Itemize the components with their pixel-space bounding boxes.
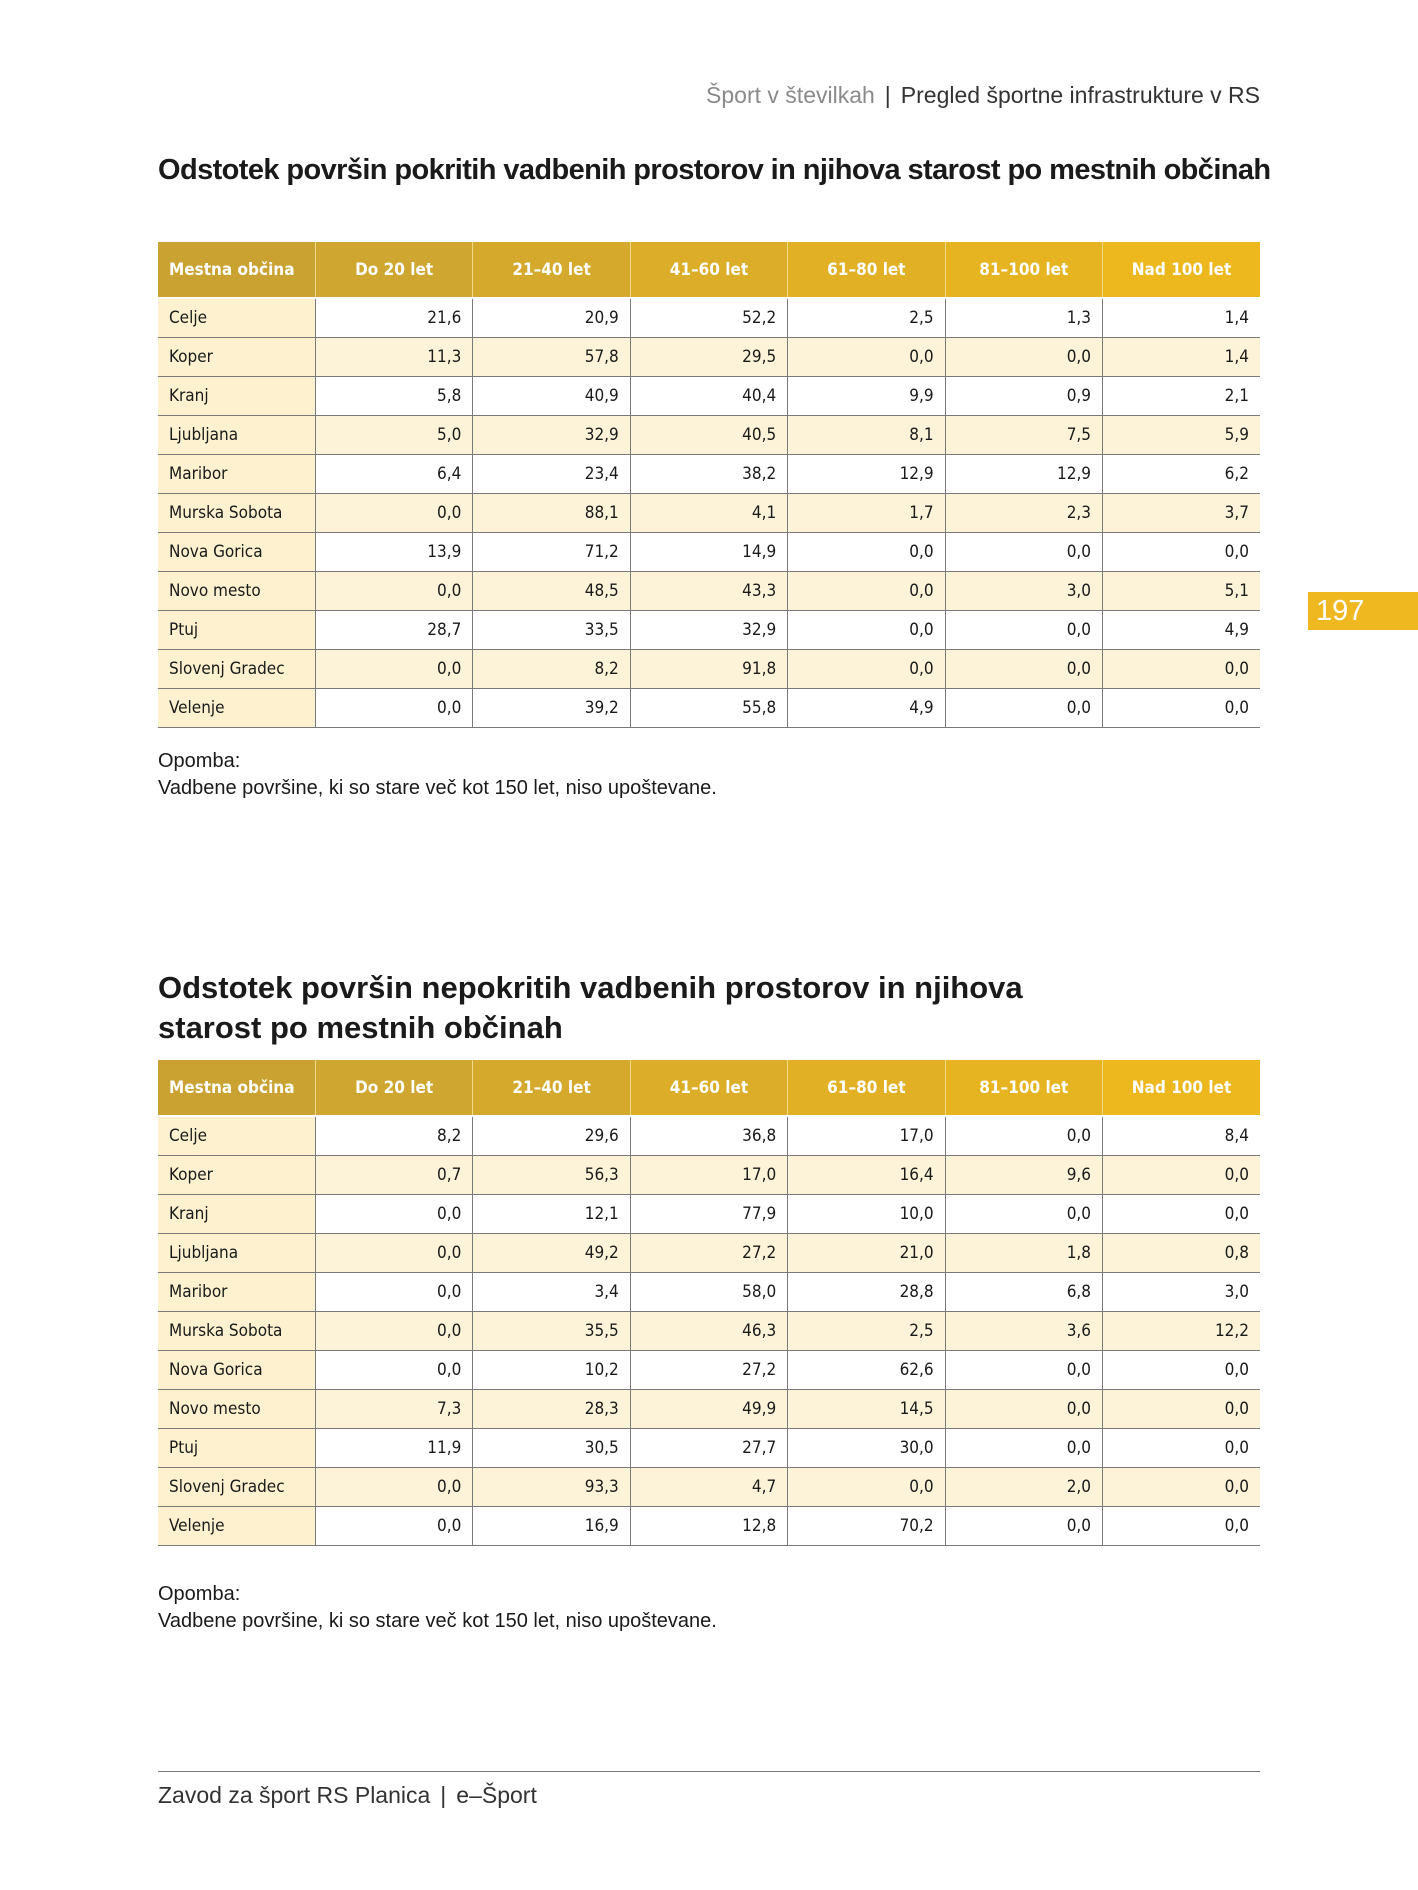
value-cell: 0,0 [945, 689, 1102, 728]
value-cell: 14,5 [788, 1390, 945, 1429]
value-cell: 71,2 [473, 533, 630, 572]
value-cell: 0,0 [945, 338, 1102, 377]
running-header-separator: | [884, 82, 891, 108]
footer [158, 1782, 537, 1809]
value-cell: 48,5 [473, 572, 630, 611]
value-cell: 93,3 [473, 1468, 630, 1507]
table2 [158, 1060, 1260, 1546]
page-number: 197 [1308, 592, 1418, 630]
value-cell: 0,0 [788, 338, 945, 377]
value-cell: 0,0 [945, 1351, 1102, 1390]
value-cell: 39,2 [473, 689, 630, 728]
municipality-cell: Slovenj Gradec [158, 650, 315, 689]
table1-note [158, 748, 717, 802]
municipality-cell: Murska Sobota [158, 1312, 315, 1351]
table-row [158, 611, 1260, 650]
value-cell: 58,0 [630, 1273, 787, 1312]
value-cell: 1,8 [945, 1234, 1102, 1273]
value-cell: 0,0 [1103, 1351, 1260, 1390]
value-cell: 28,8 [788, 1273, 945, 1312]
value-cell: 0,0 [315, 689, 472, 728]
table2-note [158, 1581, 717, 1635]
table-row [158, 533, 1260, 572]
value-cell: 0,0 [945, 533, 1102, 572]
table-row [158, 1116, 1260, 1156]
value-cell: 0,0 [315, 1351, 472, 1390]
value-cell: 11,3 [315, 338, 472, 377]
value-cell: 7,3 [315, 1390, 472, 1429]
column-header: 21–40 let [473, 242, 630, 298]
footer-separator: | [440, 1782, 447, 1808]
value-cell: 0,0 [945, 1429, 1102, 1468]
value-cell: 40,9 [473, 377, 630, 416]
value-cell: 55,8 [630, 689, 787, 728]
value-cell: 49,9 [630, 1390, 787, 1429]
value-cell: 10,0 [788, 1195, 945, 1234]
table-row [158, 1273, 1260, 1312]
value-cell: 12,8 [630, 1507, 787, 1546]
municipality-cell: Novo mesto [158, 572, 315, 611]
value-cell: 0,0 [788, 611, 945, 650]
value-cell: 0,0 [1103, 689, 1260, 728]
table-row [158, 1390, 1260, 1429]
value-cell: 3,0 [945, 572, 1102, 611]
value-cell: 29,6 [473, 1116, 630, 1156]
value-cell: 16,4 [788, 1156, 945, 1195]
value-cell: 20,9 [473, 298, 630, 338]
value-cell: 70,2 [788, 1507, 945, 1546]
value-cell: 2,5 [788, 1312, 945, 1351]
table2-title: Odstotek površin nepokritih vadbenih prostorov in njihova starost po mestnih občinah [158, 970, 1023, 1045]
value-cell: 9,9 [788, 377, 945, 416]
value-cell: 27,2 [630, 1351, 787, 1390]
value-cell: 62,6 [788, 1351, 945, 1390]
municipality-cell: Nova Gorica [158, 1351, 315, 1390]
value-cell: 2,1 [1103, 377, 1260, 416]
value-cell: 5,9 [1103, 416, 1260, 455]
value-cell: 6,2 [1103, 455, 1260, 494]
table1-body [158, 298, 1260, 728]
column-header: Nad 100 let [1103, 242, 1260, 298]
table1 [158, 242, 1260, 728]
table-row [158, 338, 1260, 377]
value-cell: 0,0 [1103, 1156, 1260, 1195]
municipality-cell: Celje [158, 298, 315, 338]
value-cell: 3,4 [473, 1273, 630, 1312]
column-header: Mestna občina [158, 242, 315, 298]
value-cell: 56,3 [473, 1156, 630, 1195]
value-cell: 0,0 [945, 611, 1102, 650]
municipality-cell: Velenje [158, 1507, 315, 1546]
municipality-cell: Ptuj [158, 611, 315, 650]
value-cell: 2,0 [945, 1468, 1102, 1507]
value-cell: 5,0 [315, 416, 472, 455]
value-cell: 6,4 [315, 455, 472, 494]
value-cell: 36,8 [630, 1116, 787, 1156]
value-cell: 0,0 [1103, 1468, 1260, 1507]
value-cell: 1,3 [945, 298, 1102, 338]
municipality-cell: Koper [158, 338, 315, 377]
table1-title: Odstotek površin pokritih vadbenih prostorov in njihova starost po mestnih občinah [158, 154, 1271, 186]
value-cell: 12,9 [945, 455, 1102, 494]
table-row [158, 298, 1260, 338]
column-header: Mestna občina [158, 1060, 315, 1116]
value-cell: 32,9 [630, 611, 787, 650]
value-cell: 46,3 [630, 1312, 787, 1351]
municipality-cell: Ljubljana [158, 1234, 315, 1273]
column-header: 81–100 let [945, 242, 1102, 298]
value-cell: 0,0 [315, 494, 472, 533]
municipality-cell: Novo mesto [158, 1390, 315, 1429]
table-row [158, 377, 1260, 416]
table-row [158, 416, 1260, 455]
value-cell: 3,7 [1103, 494, 1260, 533]
value-cell: 38,2 [630, 455, 787, 494]
value-cell: 0,8 [1103, 1234, 1260, 1273]
running-header-right: Pregled športne infrastrukture v RS [900, 82, 1260, 108]
municipality-cell: Maribor [158, 1273, 315, 1312]
municipality-cell: Velenje [158, 689, 315, 728]
column-header: 41–60 let [630, 1060, 787, 1116]
value-cell: 2,3 [945, 494, 1102, 533]
value-cell: 0,0 [788, 1468, 945, 1507]
value-cell: 27,7 [630, 1429, 787, 1468]
value-cell: 4,9 [788, 689, 945, 728]
column-header: Nad 100 let [1103, 1060, 1260, 1116]
footer-right: e–Šport [456, 1782, 537, 1808]
municipality-cell: Maribor [158, 455, 315, 494]
column-header: 81–100 let [945, 1060, 1102, 1116]
value-cell: 3,6 [945, 1312, 1102, 1351]
column-header: Do 20 let [315, 1060, 472, 1116]
value-cell: 4,1 [630, 494, 787, 533]
running-header-left: Šport v številkah [706, 82, 875, 108]
value-cell: 0,0 [315, 1468, 472, 1507]
value-cell: 0,9 [945, 377, 1102, 416]
value-cell: 32,9 [473, 416, 630, 455]
value-cell: 14,9 [630, 533, 787, 572]
municipality-cell: Slovenj Gradec [158, 1468, 315, 1507]
value-cell: 0,0 [315, 572, 472, 611]
value-cell: 0,0 [788, 650, 945, 689]
value-cell: 88,1 [473, 494, 630, 533]
value-cell: 13,9 [315, 533, 472, 572]
value-cell: 28,7 [315, 611, 472, 650]
table-row [158, 1507, 1260, 1546]
value-cell: 35,5 [473, 1312, 630, 1351]
table2-note-label: Opomba: [158, 1583, 241, 1605]
value-cell: 0,0 [788, 533, 945, 572]
value-cell: 57,8 [473, 338, 630, 377]
table-row [158, 1429, 1260, 1468]
value-cell: 40,4 [630, 377, 787, 416]
value-cell: 0,0 [1103, 1429, 1260, 1468]
value-cell: 43,3 [630, 572, 787, 611]
value-cell: 7,5 [945, 416, 1102, 455]
table-row [158, 689, 1260, 728]
value-cell: 0,0 [315, 650, 472, 689]
municipality-cell: Ljubljana [158, 416, 315, 455]
value-cell: 33,5 [473, 611, 630, 650]
value-cell: 1,4 [1103, 298, 1260, 338]
table-row [158, 572, 1260, 611]
value-cell: 2,5 [788, 298, 945, 338]
table1-note-text: Vadbene površine, ki so stare več kot 150 let, niso upoštevane. [158, 777, 717, 799]
value-cell: 1,7 [788, 494, 945, 533]
value-cell: 9,6 [945, 1156, 1102, 1195]
value-cell: 17,0 [630, 1156, 787, 1195]
value-cell: 12,1 [473, 1195, 630, 1234]
column-header: 61–80 let [788, 1060, 945, 1116]
table-row [158, 650, 1260, 689]
value-cell: 5,8 [315, 377, 472, 416]
running-header [706, 82, 1260, 109]
value-cell: 0,0 [788, 572, 945, 611]
value-cell: 21,0 [788, 1234, 945, 1273]
footer-left: Zavod za šport RS Planica [158, 1782, 431, 1808]
value-cell: 21,6 [315, 298, 472, 338]
table1-header-row [158, 242, 1260, 298]
value-cell: 5,1 [1103, 572, 1260, 611]
value-cell: 29,5 [630, 338, 787, 377]
table-row [158, 1195, 1260, 1234]
footer-divider [158, 1771, 1260, 1772]
municipality-cell: Kranj [158, 377, 315, 416]
table-row [158, 494, 1260, 533]
municipality-cell: Nova Gorica [158, 533, 315, 572]
value-cell: 4,9 [1103, 611, 1260, 650]
value-cell: 30,0 [788, 1429, 945, 1468]
value-cell: 0,0 [315, 1507, 472, 1546]
table-row [158, 1351, 1260, 1390]
value-cell: 23,4 [473, 455, 630, 494]
table2-header-row [158, 1060, 1260, 1116]
column-header: 41–60 let [630, 242, 787, 298]
value-cell: 0,7 [315, 1156, 472, 1195]
value-cell: 11,9 [315, 1429, 472, 1468]
value-cell: 17,0 [788, 1116, 945, 1156]
table-row [158, 1312, 1260, 1351]
municipality-cell: Murska Sobota [158, 494, 315, 533]
municipality-cell: Kranj [158, 1195, 315, 1234]
value-cell: 0,0 [945, 1116, 1102, 1156]
value-cell: 0,0 [945, 1195, 1102, 1234]
value-cell: 0,0 [315, 1312, 472, 1351]
municipality-cell: Ptuj [158, 1429, 315, 1468]
value-cell: 91,8 [630, 650, 787, 689]
value-cell: 3,0 [1103, 1273, 1260, 1312]
value-cell: 8,1 [788, 416, 945, 455]
municipality-cell: Koper [158, 1156, 315, 1195]
table1-note-label: Opomba: [158, 750, 241, 772]
value-cell: 4,7 [630, 1468, 787, 1507]
column-header: 21–40 let [473, 1060, 630, 1116]
value-cell: 0,0 [315, 1234, 472, 1273]
value-cell: 0,0 [1103, 1507, 1260, 1546]
value-cell: 0,0 [1103, 1195, 1260, 1234]
value-cell: 49,2 [473, 1234, 630, 1273]
column-header: Do 20 let [315, 242, 472, 298]
value-cell: 27,2 [630, 1234, 787, 1273]
value-cell: 0,0 [315, 1195, 472, 1234]
value-cell: 40,5 [630, 416, 787, 455]
value-cell: 0,0 [315, 1273, 472, 1312]
table2-note-text: Vadbene površine, ki so stare več kot 150 let, niso upoštevane. [158, 1610, 717, 1632]
value-cell: 30,5 [473, 1429, 630, 1468]
column-header: 61–80 let [788, 242, 945, 298]
value-cell: 0,0 [945, 1390, 1102, 1429]
value-cell: 8,2 [473, 650, 630, 689]
value-cell: 0,0 [945, 1507, 1102, 1546]
value-cell: 52,2 [630, 298, 787, 338]
value-cell: 16,9 [473, 1507, 630, 1546]
value-cell: 12,9 [788, 455, 945, 494]
value-cell: 28,3 [473, 1390, 630, 1429]
value-cell: 0,0 [1103, 650, 1260, 689]
table-row [158, 1468, 1260, 1507]
municipality-cell: Celje [158, 1116, 315, 1156]
value-cell: 8,4 [1103, 1116, 1260, 1156]
value-cell: 0,0 [1103, 533, 1260, 572]
value-cell: 10,2 [473, 1351, 630, 1390]
value-cell: 12,2 [1103, 1312, 1260, 1351]
value-cell: 8,2 [315, 1116, 472, 1156]
table2-body [158, 1116, 1260, 1546]
value-cell: 0,0 [945, 650, 1102, 689]
table-row [158, 1156, 1260, 1195]
value-cell: 0,0 [1103, 1390, 1260, 1429]
value-cell: 6,8 [945, 1273, 1102, 1312]
table-row [158, 1234, 1260, 1273]
value-cell: 77,9 [630, 1195, 787, 1234]
value-cell: 1,4 [1103, 338, 1260, 377]
table-row [158, 455, 1260, 494]
